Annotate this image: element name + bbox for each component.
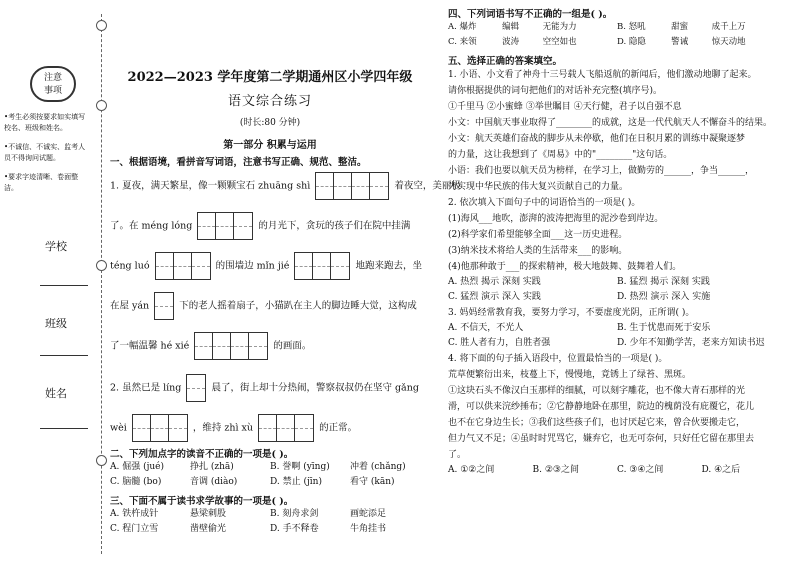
q1-line (110, 332, 430, 360)
option[interactable]: D. 隐隐 (616, 37, 646, 47)
section-heading: 一、根据语境，看拼音写词语，注意书写正确、规范、整洁。 (110, 157, 367, 168)
binding-line (101, 14, 102, 554)
q1-text: 了一幅温馨 hé xié (110, 340, 190, 352)
name-field[interactable] (40, 428, 88, 429)
option: 看守 (kān) (350, 477, 395, 487)
option: 空空如也 (542, 37, 577, 47)
q1-text: 1. 夏夜，满天繁星，像一颗颗宝石 zhuāng shì (110, 180, 311, 192)
option[interactable]: B. 猛烈 揭示 深刻 实践 (617, 277, 710, 287)
q1-text: 着夜空，美丽极 (394, 180, 461, 192)
option-list (448, 463, 786, 478)
option: 甜蜜 (671, 22, 689, 32)
q4-text: 4. 将下面的句子插入语段中，位置最恰当的一项是( )。 (448, 354, 668, 364)
option: 惊天动地 (711, 37, 746, 47)
option: 凿壁偷光 (190, 524, 227, 534)
class-field[interactable] (40, 355, 88, 356)
option[interactable]: B. 刻舟求剑 (270, 509, 319, 519)
option[interactable]: C. 猛烈 演示 深入 实践 (448, 292, 541, 302)
q4-text: 但力气又不足；④虽时时咒骂它，嫌弃它，也无可奈何，只好任它留在那里去 (448, 434, 755, 444)
option[interactable]: B. 誉啊 (yīng) (270, 462, 330, 472)
q1-line (110, 252, 430, 280)
option[interactable]: B. ②③之间 (532, 465, 579, 475)
option: 挣扎 (zhā) (190, 462, 234, 472)
option-list (110, 460, 430, 490)
option[interactable]: C. 脑髓 (bo) (110, 477, 162, 487)
q1-text: 的画面。 (273, 340, 312, 352)
q1-text: 小文：中国航天事业取得了________的成就，这是一代代航天人不懈奋斗的结果。 (448, 118, 773, 128)
q3-text: 3. 妈妈经常教育我，要努力学习，不要虚度光阴，正所谓( )。 (448, 308, 695, 318)
q1-line (110, 212, 430, 240)
q1-text: ①千里马 ②小蜜蜂 ③举世瞩目 ④天行健，君子以自强不息 (448, 102, 682, 112)
badge-line-2: 事项 (43, 86, 62, 96)
exam-time: (时长:80 分钟) (239, 118, 301, 128)
q2-text: 2. 虽然已是 líng (110, 382, 182, 394)
option[interactable]: A. 爆炸 (448, 22, 477, 32)
q1-text: 小语：我们也要以航天员为榜样，在学习上，做勤劳的______，争当______， (448, 166, 755, 176)
option-list (448, 275, 786, 305)
name-label: 姓名 (45, 387, 67, 400)
option[interactable]: B. 生于忧患而死于安乐 (617, 323, 711, 333)
q2-text: (3)纳米技术将给人类的生活带来___的影响。 (448, 246, 628, 256)
q2-line (110, 414, 430, 442)
option: 牛角挂书 (350, 524, 387, 534)
q2-text: (2)科学家们希望能够全面___这一历史进程。 (448, 230, 628, 240)
q2-text: 晨了，街上却十分热闹，警察叔叔仍在坚守 gǎng (211, 382, 419, 394)
q1-text: 的月光下，贪玩的孩子们在院中挂满 (258, 220, 411, 232)
binding-hole (96, 455, 107, 466)
option[interactable]: A. 铁杵成针 (110, 509, 159, 519)
exam-title: 2022—2023 学年度第二学期通州区小学四年级 (127, 70, 413, 85)
option[interactable]: A. ①②之间 (448, 465, 495, 475)
left-column (110, 60, 461, 537)
q1-text: 下的老人摇着扇子，小猫趴在主人的脚边睡大觉，这构成 (179, 300, 417, 312)
q2-text: ，维持 zhì xù (192, 422, 254, 434)
option: 画蛇添足 (350, 509, 387, 519)
notice-item: •不诚信、不诚实、监考人员不得询问试题。 (4, 143, 86, 162)
option[interactable]: D. ④之后 (701, 465, 741, 475)
option[interactable]: C. 胜人者有力，自胜者强 (448, 338, 551, 348)
binding-hole (96, 260, 107, 271)
school-label: 学校 (45, 240, 67, 253)
pinyin-answer-box[interactable] (194, 332, 268, 360)
option[interactable]: A. 倔强 (jué) (110, 462, 165, 472)
option: 悬梁刺股 (190, 509, 227, 519)
option[interactable]: C. ③④之间 (617, 465, 664, 475)
school-field[interactable] (40, 285, 88, 286)
q1-text: téng luó (110, 260, 150, 272)
binding-hole (96, 100, 107, 111)
pinyin-answer-box[interactable] (155, 252, 211, 280)
q2-text: wèi (110, 422, 127, 434)
notice-item: •要求字迹清晰、卷面整洁。 (4, 173, 79, 192)
option[interactable]: D. 手不释卷 (270, 524, 319, 534)
option: 警诫 (671, 37, 689, 47)
q4-text: 荒草便繁衍出来，枝蔓上下，慢慢地，竟锈上了绿苔、黑斑。 (448, 370, 692, 380)
option[interactable]: C. 程门立雪 (110, 524, 159, 534)
q1-text: 的围墙边 mǐn jié (215, 260, 290, 272)
pinyin-answer-box[interactable] (197, 212, 253, 240)
option[interactable]: A. 热烈 揭示 深刻 实践 (448, 277, 541, 287)
option[interactable]: B. 怒吼 (616, 22, 646, 32)
section-heading: 五、选择正确的答案填空。 (448, 56, 563, 67)
q1-text: 请你根据提供的词句把他们的对话补充完整(填序号)。 (448, 86, 663, 96)
option[interactable]: A. 不信天，不光人 (448, 323, 524, 333)
q1-text: 为实现中华民族的伟大复兴贡献自己的力量。 (448, 182, 629, 192)
pinyin-answer-box[interactable] (258, 414, 314, 442)
q1-text: 了。在 méng lóng (110, 220, 193, 232)
sidebar (0, 0, 100, 561)
q1-text: 在屋 yán (110, 300, 150, 312)
q1-line (110, 172, 461, 200)
q1-text: 小文：航天英雄们奋战的脚步从未停歇，他们在日积月累的训练中凝聚逐梦 (448, 134, 746, 144)
q1-text: 的力量，这让我想到了《周易》中的"________"这句话。 (448, 150, 673, 160)
option: 音调 (diào) (190, 477, 238, 487)
pinyin-answer-box[interactable] (154, 292, 174, 320)
notice-badge (30, 66, 76, 102)
class-label: 班级 (45, 317, 67, 330)
option: 无能为力 (542, 22, 577, 32)
part-heading: 第一部分 积累与运用 (223, 140, 317, 151)
option[interactable]: D. 热烈 演示 深入 实施 (617, 292, 711, 302)
option: 成千上万 (711, 22, 746, 32)
binding-hole (96, 20, 107, 31)
exam-subtitle: 语文综合练习 (227, 94, 312, 109)
q2-text: 的正常。 (319, 422, 358, 434)
q2-text: (1)海风___地吹，澎湃的波涛把海里的泥沙卷到岸边。 (448, 214, 664, 224)
q4-text: 滑，可以供来浣纱捶布；②它静静地卧在那里，院边的槐荫没有庇覆它，花儿 (448, 402, 755, 412)
option: 波涛 (502, 37, 520, 47)
q2-text: 2. 依次填入下面句子中的词语恰当的一项是( )。 (448, 198, 641, 208)
pinyin-answer-box[interactable] (315, 172, 389, 200)
q1-line (110, 292, 430, 320)
option[interactable]: D. 禁止 (jīn) (270, 477, 322, 487)
q4-text: 也不在它身边生长；③我们这些孩子们，也讨厌起它来，曾合伙要搬走它， (448, 418, 746, 428)
pinyin-answer-box[interactable] (186, 374, 206, 402)
q4-text: ①这块石头不像汉白玉那样的细腻，可以刻字雕花，也不像大青石那样的光 (448, 386, 746, 396)
option[interactable]: D. 少年不知勤学苦，老来方知读书迟 (617, 338, 765, 348)
option-list (448, 321, 786, 351)
option: 编辑 (502, 22, 520, 32)
option[interactable]: C. 来领 (448, 37, 477, 47)
notice-item: •考生必须按要求如实填写校名、班级和姓名。 (4, 113, 86, 132)
right-column (448, 0, 786, 478)
q4-text: 了。 (448, 450, 467, 460)
q2-text: (4)他那种敢于___的探索精神，极大地鼓舞、鼓舞着人们。 (448, 262, 682, 272)
option-list (110, 507, 430, 537)
pinyin-answer-box[interactable] (132, 414, 188, 442)
pinyin-answer-box[interactable] (294, 252, 350, 280)
q2-line (110, 374, 430, 402)
section-heading: 二、下列加点字的读音不正确的一项是( )。 (110, 449, 294, 460)
badge-line-1: 注意 (43, 73, 62, 83)
q1-text: 地跑来跑去，坐 (355, 260, 422, 272)
q1-text: 1. 小语、小文看了神舟十三号载人飞船返航的新闻后，他们激动地聊了起来。 (448, 70, 757, 80)
section-heading: 三、下面不属于读书求学故事的一项是( )。 (110, 496, 294, 507)
option-list (448, 20, 786, 50)
notice-list (4, 112, 92, 202)
section-heading: 四、下列词语书写不正确的一组是( )。 (448, 9, 613, 20)
option: 冲着 (chǎng) (350, 462, 406, 472)
